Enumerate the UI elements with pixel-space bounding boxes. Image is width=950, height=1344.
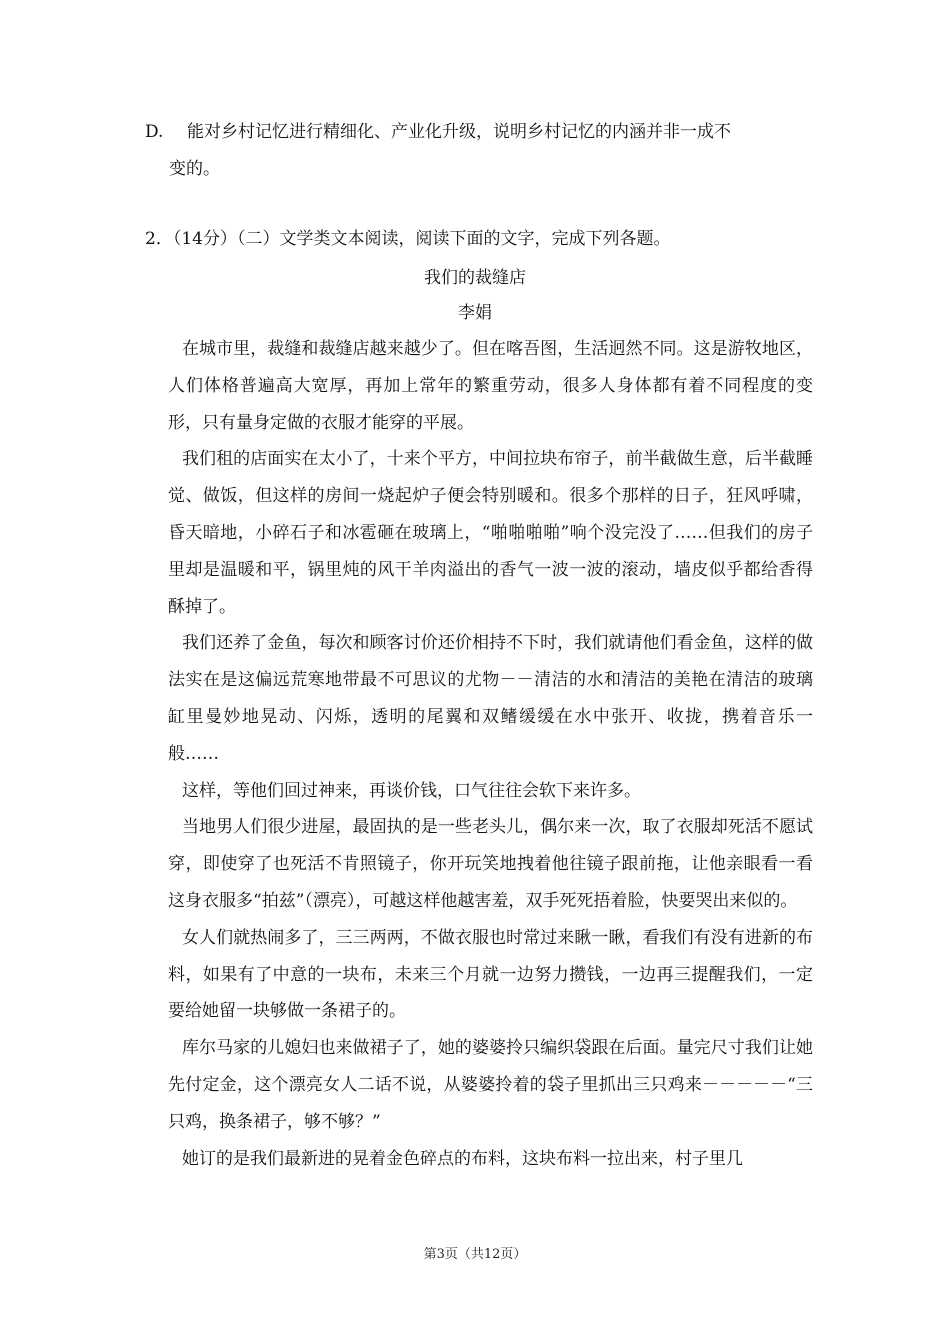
paragraph: 她订的是我们最新进的晃着金色碎点的布料，这块布料一拉出来，村子里几 xyxy=(182,1148,743,1169)
paragraph: 我们还养了金鱼，每次和顾客讨价还价相持不下时，我们就请他们看金鱼，这样的做法实在是这偏远荒寒地带最不可思议的尤物－－清洁的水和清洁的美艳在清洁的玻璃缸里曼妙地晃动、闪烁，透明的尾翼和双鳍缓缓在水中张开、收拢，携着音乐一般…… xyxy=(168,633,813,764)
page-number-footer: 第3页（共12页） xyxy=(423,1247,527,1262)
paragraph: 库尔马家的儿媳妇也来做裙子了，她的婆婆拎只编织袋跟在后面。量完尺寸我们让她先付定金，这个漂亮女人二话不说，从婆婆拎着的袋子里抓出三只鸡来－－－－－“三只鸡，换条裙子，够不够？” xyxy=(168,1038,813,1132)
option-d-label: D. xyxy=(145,122,164,142)
paragraph: 当地男人们很少进屋，最固执的是一些老头儿，偶尔来一次，取了衣服却死活不愿试穿，即使穿了也死活不肯照镜子，你开玩笑地拽着他往镜子跟前拖，让他亲眼看一看这身衣服多“拍兹”（漂亮），可越这样他越害羞，双手死死捂着脸，快要哭出来似的。 xyxy=(168,817,813,911)
paragraph: 这样，等他们回过神来，再谈价钱，口气往往会软下来许多。 xyxy=(182,780,641,801)
paragraph: 我们租的店面实在太小了，十来个平方，中间拉块布帘子，前半截做生意，后半截睡觉、做饭，但这样的房间一烧起炉子便会特别暖和。很多个那样的日子，狂风呼啸，昏天暗地，小碎石子和冰雹砸在玻璃上，“啪啪啪啪”响个没完没了……但我们的房子里却是温暖和平，锅里炖的风干羊肉溢出的香气一波一波的滚动，墙皮似乎都给香得酥掉了。 xyxy=(168,449,813,617)
article-title: 我们的裁缝店 xyxy=(424,268,526,288)
article-author: 李娟 xyxy=(458,303,492,323)
option-d xyxy=(145,114,825,179)
article-body xyxy=(168,331,813,1177)
paragraph: 在城市里，裁缝和裁缝店越来越少了。但在喀吾图，生活迥然不同。这是游牧地区，人们体格普遍高大宽厚，再加上常年的繁重劳动，很多人身体都有着不同程度的变形，只有量身定做的衣服才能穿的平展。 xyxy=(168,339,813,433)
paragraph: 女人们就热闹多了，三三两两，不做衣服也时常过来瞅一瞅，看我们有没有进新的布料，如果有了中意的一块布，未来三个月就一边努力攒钱，一边再三提醒我们，一定要给她留一块够做一条裙子的。 xyxy=(168,927,813,1022)
option-d-line2: 变的。 xyxy=(169,159,220,179)
option-d-line1: 能对乡村记忆进行精细化、产业化升级，说明乡村记忆的内涵并非一成不 xyxy=(187,122,731,142)
question-2-header: 2．（14分）（二）文学类文本阅读，阅读下面的文字，完成下列各题。 xyxy=(145,229,671,249)
